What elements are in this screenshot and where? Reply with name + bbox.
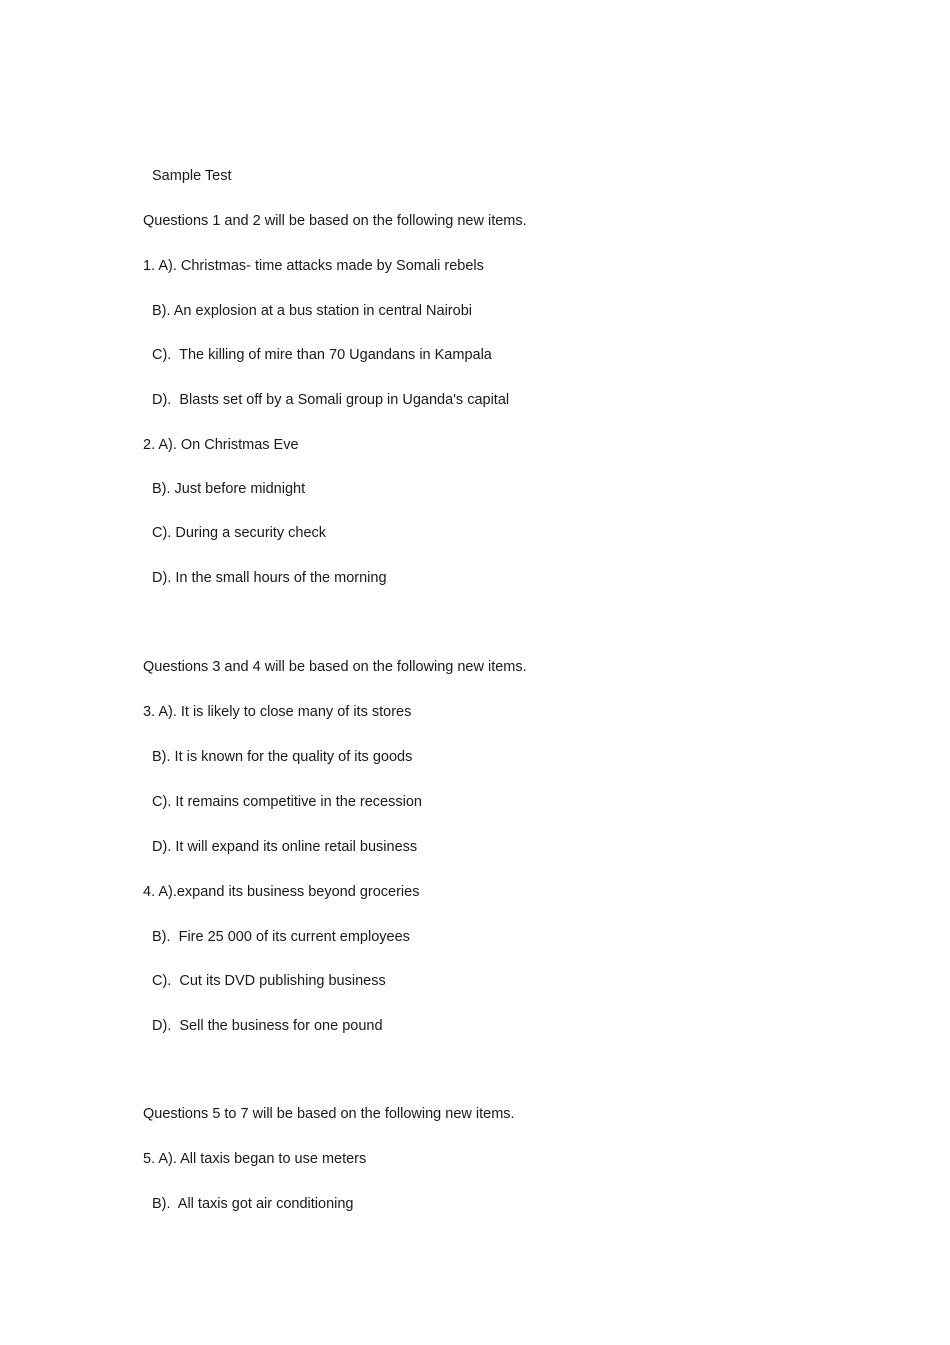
- section-intro: Questions 3 and 4 will be based on the following new items.: [143, 659, 527, 675]
- question-5-option-b: B). All taxis got air conditioning: [152, 1196, 354, 1212]
- question-2-option-a: 2. A). On Christmas Eve: [143, 437, 299, 453]
- question-4-option-d: D). Sell the business for one pound: [152, 1018, 383, 1034]
- question-1-option-a: 1. A). Christmas- time attacks made by Somali rebels: [143, 258, 484, 274]
- question-1-option-d: D). Blasts set off by a Somali group in Uganda's capital: [152, 392, 510, 408]
- document-title: Sample Test: [152, 168, 232, 184]
- question-5-option-a: 5. A). All taxis began to use meters: [143, 1151, 367, 1167]
- question-3-option-d: D). It will expand its online retail business: [152, 839, 418, 855]
- section-intro: Questions 5 to 7 will be based on the following new items.: [143, 1106, 515, 1122]
- question-4-option-a: 4. A).expand its business beyond groceries: [143, 884, 420, 900]
- question-3-option-a: 3. A). It is likely to close many of its stores: [143, 704, 412, 720]
- question-3-option-b: B). It is known for the quality of its goods: [152, 749, 413, 765]
- question-2-option-d: D). In the small hours of the morning: [152, 570, 387, 586]
- question-1-option-b: B). An explosion at a bus station in central Nairobi: [152, 303, 472, 319]
- question-1-option-c: C). The killing of mire than 70 Ugandans in Kampala: [152, 347, 492, 363]
- question-3-option-c: C). It remains competitive in the recession: [152, 794, 422, 810]
- question-2-option-c: C). During a security check: [152, 525, 327, 541]
- question-4-option-c: C). Cut its DVD publishing business: [152, 973, 386, 989]
- section-intro: Questions 1 and 2 will be based on the following new items.: [143, 213, 527, 229]
- question-4-option-b: B). Fire 25 000 of its current employees: [152, 929, 410, 945]
- question-2-option-b: B). Just before midnight: [152, 481, 306, 497]
